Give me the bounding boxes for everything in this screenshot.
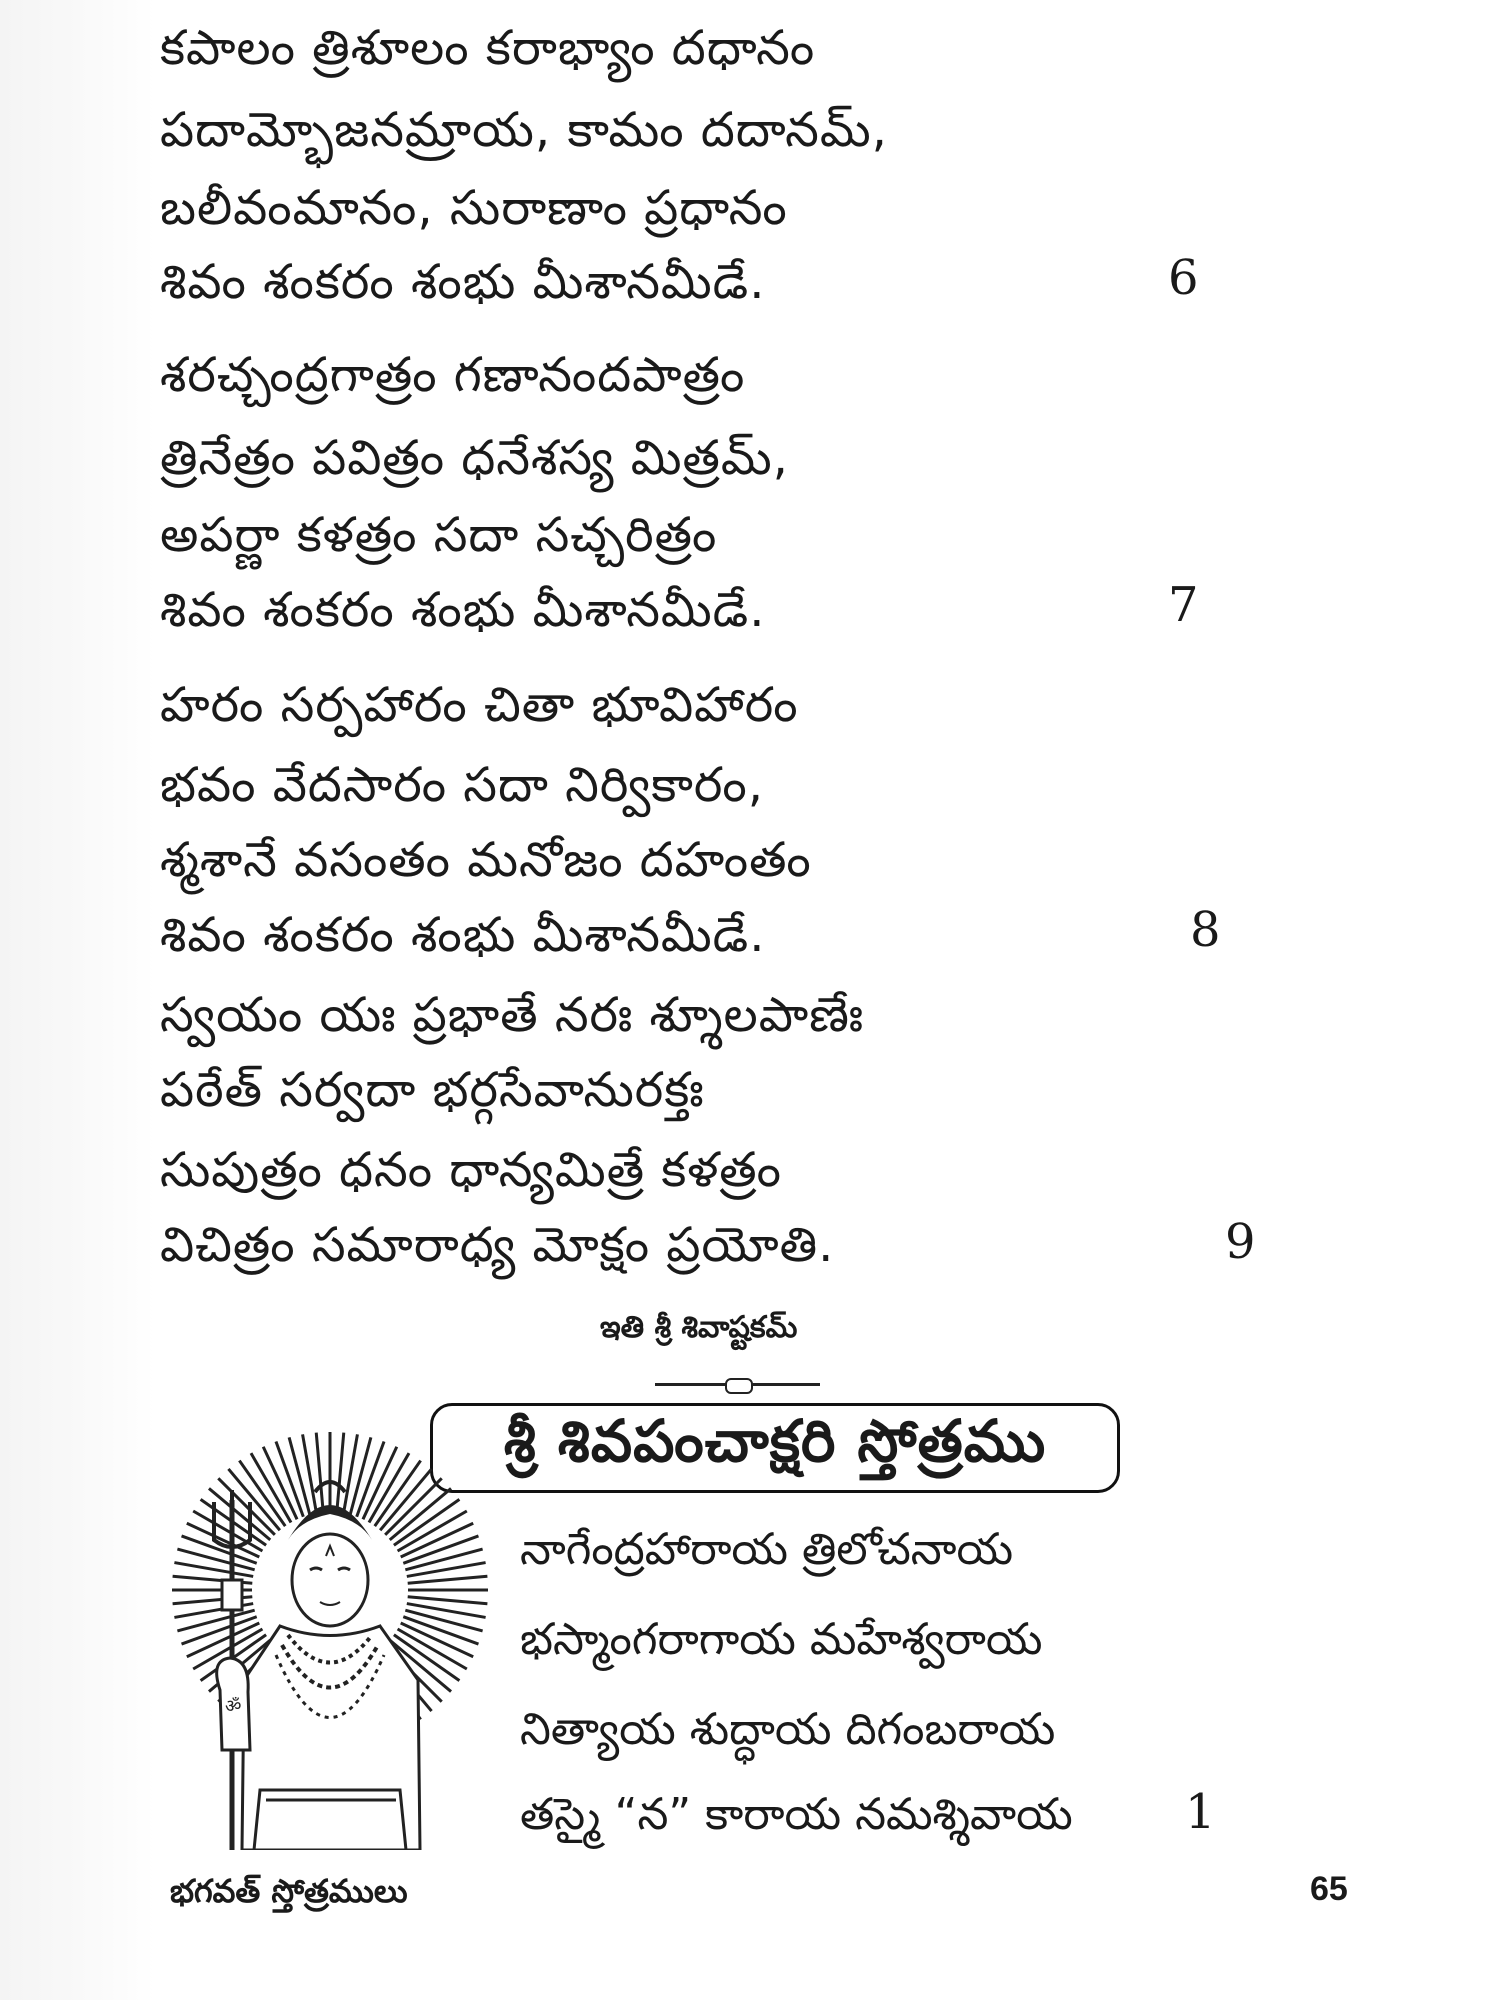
verse-8-line-3: శ్మశానే వసంతం మనోజం దహంతం: [160, 832, 812, 888]
verse-9-line-2: పఠేత్ సర్వదా భర్గసేవానురక్తః: [160, 1062, 705, 1118]
verse-7-line-2: త్రినేత్రం పవిత్రం ధనేశస్య మిత్రమ్,: [160, 430, 789, 486]
footer-book-title: భగవత్ స్తోత్రములు: [170, 1872, 408, 1910]
halo-ray: [218, 1478, 275, 1535]
verse-7-line-4: శివం శంకరం శంభు మీశానమీడే.: [160, 582, 766, 638]
footer-page-number: 65: [1310, 1870, 1348, 1908]
halo-ray: [174, 1563, 253, 1577]
verse-8-line-2: భవం వేదసారం సదా నిర్వికారం,: [160, 757, 764, 813]
verse-6-line-3: బలీవంమానం, సురాణాం ప్రధానం: [160, 180, 788, 236]
verse-8-line-4: శివం శంకరం శంభు మీశానమీడే.: [160, 907, 766, 963]
verse-number-8: 8: [1190, 902, 1221, 958]
halo-ray: [407, 1563, 486, 1577]
page-binding-edge: [0, 0, 155, 2000]
halo-ray: [337, 1433, 344, 1513]
verse-7-line-1: శరచ్చంద్రగాత్రం గణానందపాత్రం: [160, 347, 746, 403]
halo-ray: [303, 1434, 317, 1513]
halo-ray: [209, 1488, 270, 1539]
halo-ray: [344, 1434, 358, 1513]
hymn-line-2: భస్మాంగరాగాయ మహేశ్వరాయ: [520, 1614, 1043, 1665]
verse-9-line-3: సుపుత్రం ధనం ధాన్యమిత్రే కళత్రం: [160, 1142, 782, 1198]
verse-6-line-4: శివం శంకరం శంభు మీశానమీడే.: [160, 254, 766, 310]
divider-ornament: [725, 1378, 753, 1394]
hymn-verse-number-1: 1: [1185, 1784, 1216, 1840]
verse-6-line-2: పదామ్భోజనమ్రాయ, కామం దదానమ్,: [160, 102, 888, 158]
halo-ray: [408, 1597, 488, 1604]
hymn-line-1: నాగేంద్రహారాయ త్రిలోచనాయ: [520, 1524, 1014, 1575]
hymn-line-3: నిత్యాయ శుద్ధాయ దిగంబరాయ: [520, 1704, 1056, 1755]
halo-ray: [385, 1478, 442, 1535]
svg-text:ॐ: ॐ: [225, 1696, 242, 1717]
halo-ray: [228, 1469, 279, 1530]
hymn-line-4: తస్మై “న” కారాయ నమశ్శివాయ: [520, 1789, 1073, 1840]
verse-8-line-1: హరం సర్పహారం చితా భూవిహారం: [160, 677, 799, 733]
halo-ray: [390, 1488, 451, 1539]
section-title: [430, 1403, 1120, 1493]
verse-7-line-3: అపర్ణా కళత్రం సదా సచ్చరిత్రం: [160, 507, 718, 563]
verse-number-9: 9: [1225, 1214, 1256, 1270]
verse-number-7: 7: [1168, 577, 1199, 633]
halo-ray: [407, 1604, 486, 1618]
halo-ray: [408, 1576, 488, 1583]
colophon: ఇతి శ్రీ శివాష్టకమ్: [600, 1310, 798, 1345]
lord-shiva-illustration: [170, 1430, 490, 1850]
verse-number-6: 6: [1168, 250, 1199, 306]
halo-ray: [380, 1469, 431, 1530]
verse-9-line-4: విచిత్రం సమారాధ్య మోక్షం ప్రయోతి.: [160, 1217, 835, 1273]
verse-6-line-1: కపాలం త్రిశూలం కరాభ్యాం దధానం: [160, 20, 816, 76]
halo-ray: [316, 1433, 323, 1513]
verse-9-line-1: స్వయం యః ప్రభాతే నరః శ్శూలపాణేః: [160, 987, 865, 1043]
section-title-text: శ్రీ శివపంచాక్షరి స్తోత్రము: [503, 1406, 1047, 1475]
